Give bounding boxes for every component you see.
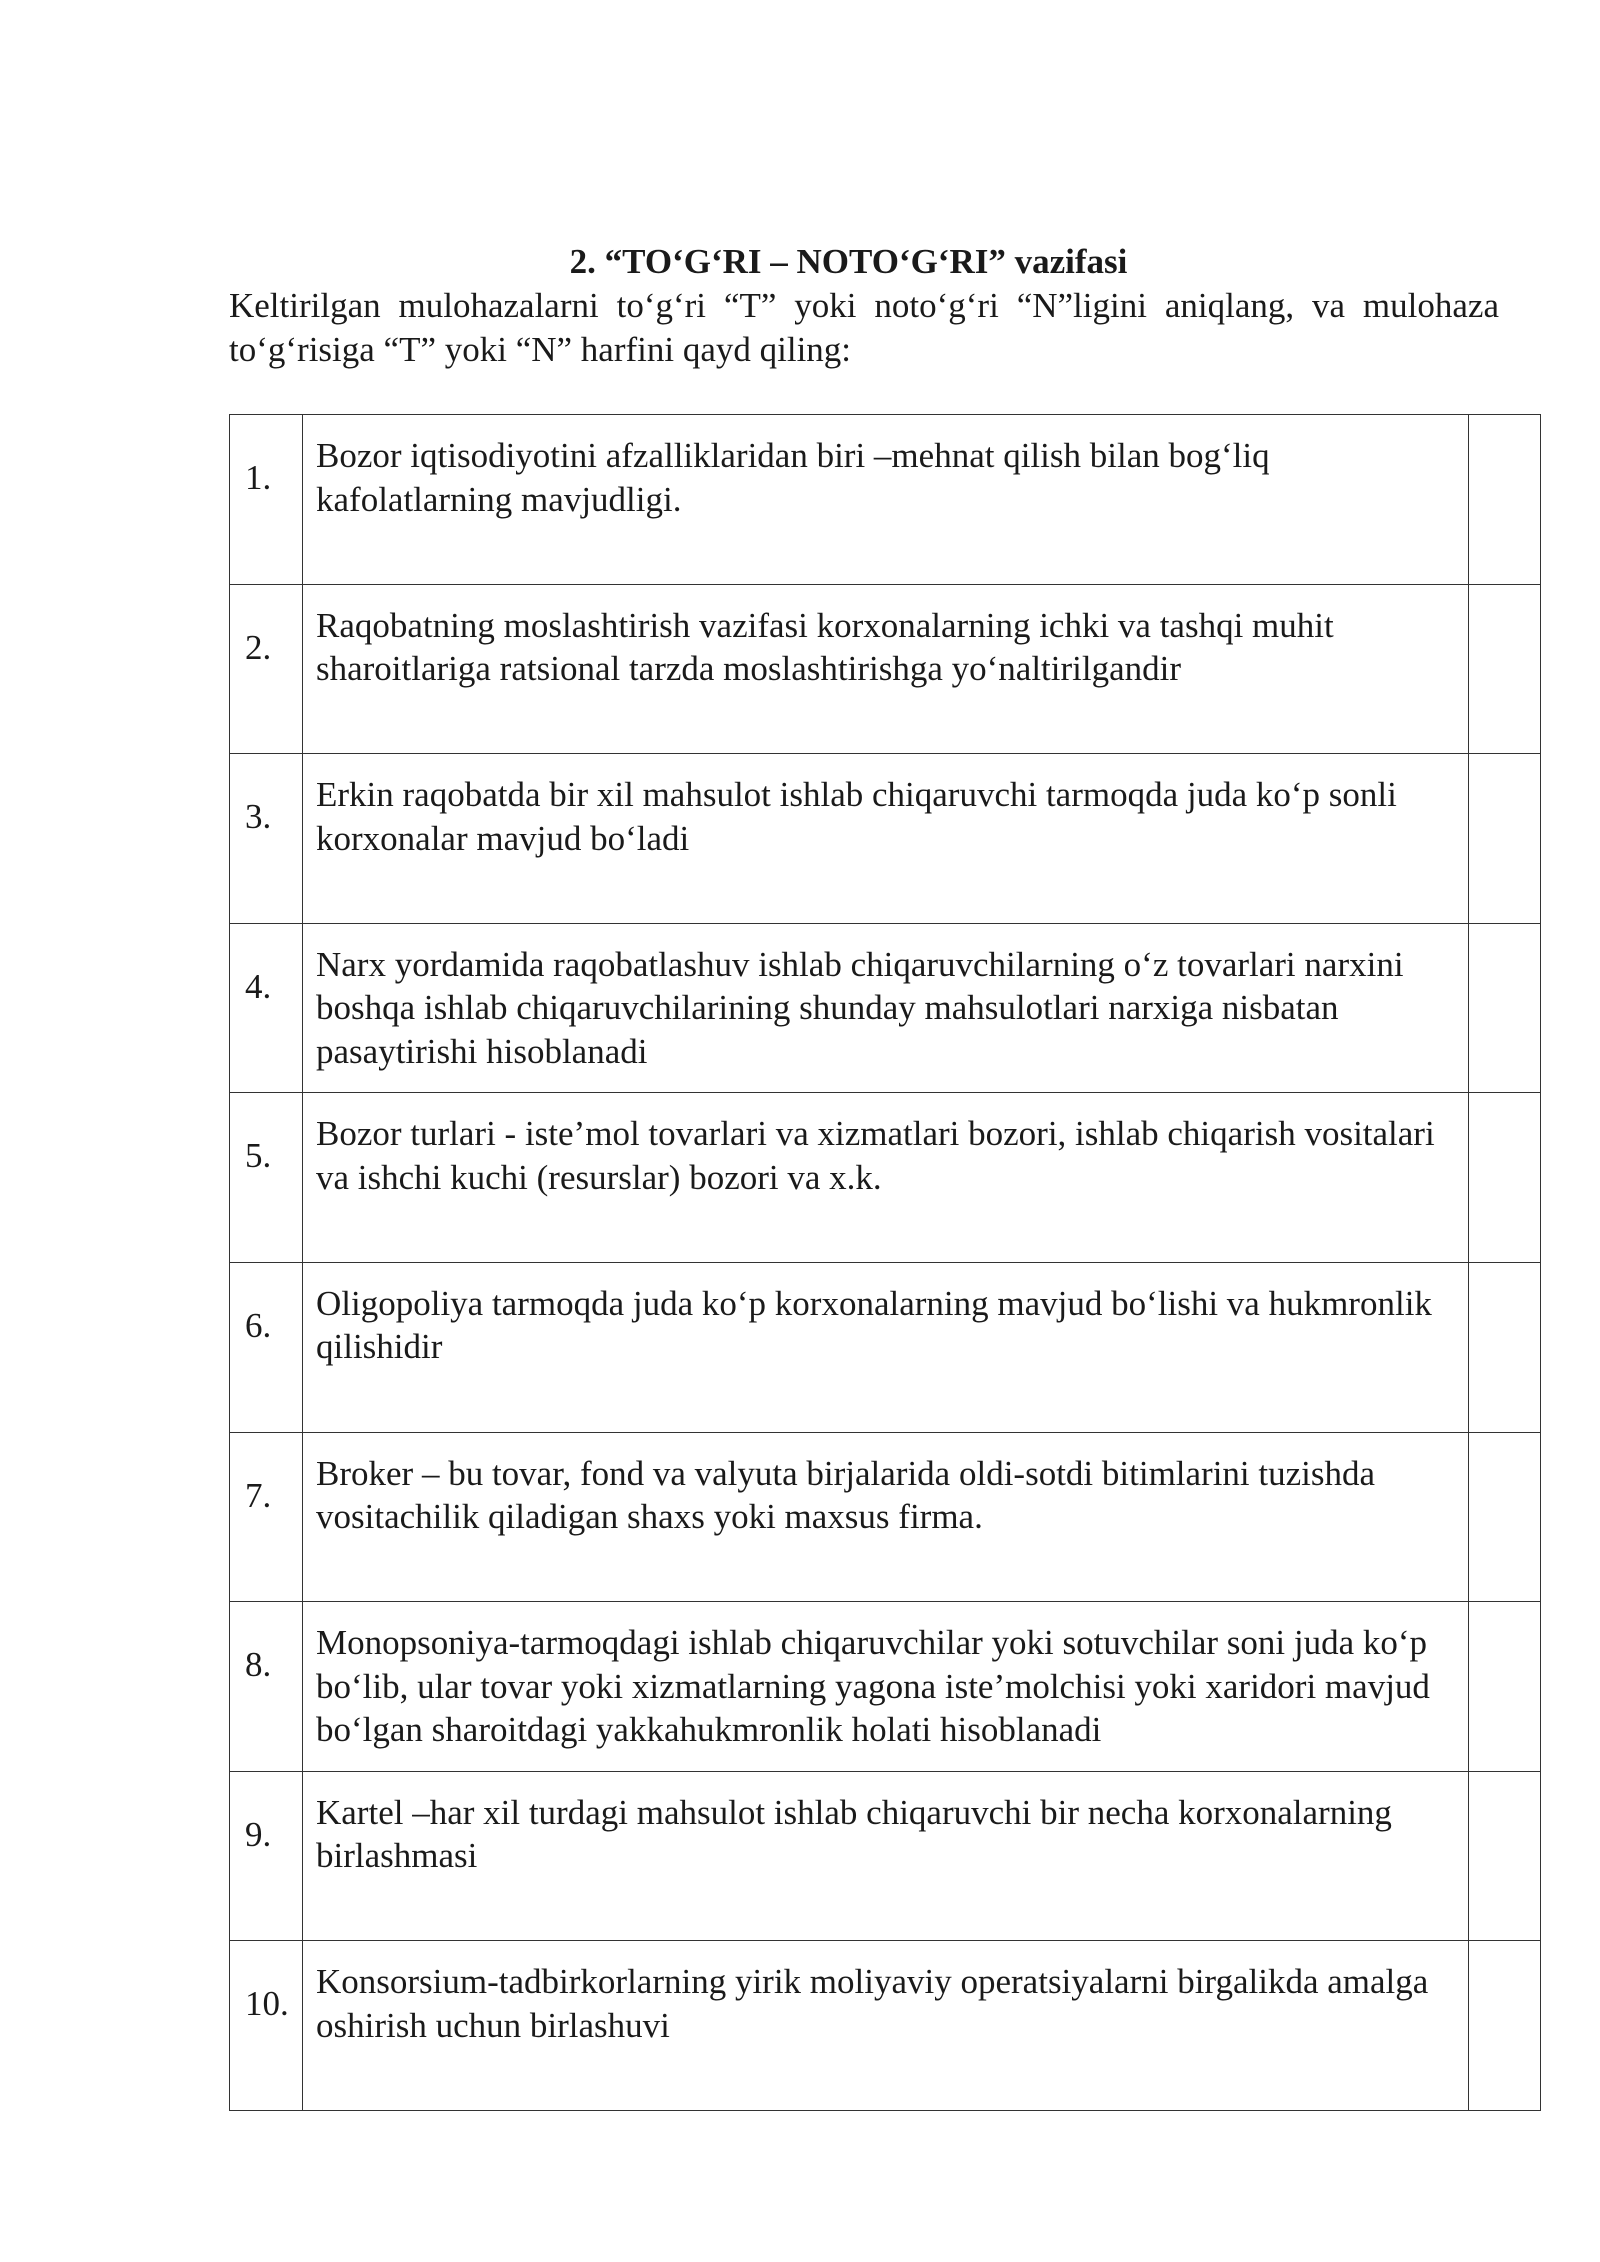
answer-cell[interactable]: [1469, 1432, 1541, 1602]
statement-number-cell: [230, 1771, 303, 1941]
statement-number: 2.: [245, 627, 272, 667]
table-row: [230, 1771, 1541, 1941]
answer-cell[interactable]: [1469, 923, 1541, 1093]
statement-number: 7.: [245, 1475, 272, 1515]
statement-text: Erkin raqobatda bir xil mahsulot ishlab chiqaruvchi tarmoqda juda ko‘p sonli korxonalar mavjud bo‘ladi: [303, 754, 1469, 924]
statement-number-cell: [230, 754, 303, 924]
table-row: [230, 754, 1541, 924]
answer-cell[interactable]: [1469, 754, 1541, 924]
table-row: [230, 1432, 1541, 1602]
statement-text: Raqobatning moslashtirish vazifasi korxonalarning ichki va tashqi muhit sharoitlariga ratsional tarzda moslashtirishga yo‘naltirilgandir: [303, 584, 1469, 754]
statement-number-cell: [230, 415, 303, 585]
statement-text: Kartel –har xil turdagi mahsulot ishlab chiqaruvchi bir necha korxonalarning birlashmasi: [303, 1771, 1469, 1941]
statement-text: Monopsoniya-tarmoqdagi ishlab chiqaruvchilar yoki sotuvchilar soni juda ko‘p bo‘lib, ular tovar yoki xizmatlarning yagona iste’molchisi yoki xaridori mavjud bo‘lgan sharoitdagi yakkahukmronlik holati hisoblanadi: [303, 1602, 1469, 1772]
task-instruction: Keltirilgan mulohazalarni to‘g‘ri “T” yoki noto‘g‘ri “N”ligini aniqlang, va mulohaza to‘g‘risiga “T” yoki “N” harfini qayd qiling:: [229, 286, 1499, 369]
table-row: [230, 923, 1541, 1093]
statement-number-cell: [230, 1093, 303, 1263]
statement-text: Konsorsium-tadbirkorlarning yirik moliyaviy operatsiyalarni birgalikda amalga oshirish uchun birlashuvi: [303, 1941, 1469, 2111]
answer-cell[interactable]: [1469, 1771, 1541, 1941]
statement-text: Oligopoliya tarmoqda juda ko‘p korxonalarning mavjud bo‘lishi va hukmronlik qilishidir: [303, 1262, 1469, 1432]
statement-number-cell: [230, 1602, 303, 1772]
table-row: [230, 1602, 1541, 1772]
statement-number-cell: [230, 923, 303, 1093]
answer-cell[interactable]: [1469, 584, 1541, 754]
statement-text: Narx yordamida raqobatlashuv ishlab chiqaruvchilarning o‘z tovarlari narxini boshqa ishlab chiqaruvchilarining shunday mahsulotlari narxiga nisbatan pasaytirishi hisoblanadi: [303, 923, 1469, 1093]
statement-text: Bozor turlari - iste’mol tovarlari va xizmatlari bozori, ishlab chiqarish vositalari va ishchi kuchi (resurslar) bozori va x.k.: [303, 1093, 1469, 1263]
statement-number: 1.: [245, 458, 272, 497]
answer-cell[interactable]: [1469, 1941, 1541, 2111]
statement-number: 5.: [245, 1136, 272, 1176]
task-title: 2. “TO‘G‘RI – NOTO‘G‘RI” vazifasi: [569, 242, 1128, 281]
statement-number: 9.: [245, 1814, 272, 1854]
table-row: [230, 1262, 1541, 1432]
answer-cell[interactable]: [1469, 1262, 1541, 1432]
answer-cell[interactable]: [1469, 1093, 1541, 1263]
statement-number: 10.: [245, 1984, 289, 2024]
statement-text: Bozor iqtisodiyotini afzalliklaridan biri –mehnat qilish bilan bog‘liq kafolatlarning mavjudligi.: [303, 415, 1469, 585]
statement-text: Broker – bu tovar, fond va valyuta birjalarida oldi-sotdi bitimlarini tuzishda vositachilik qiladigan shaxs yoki maxsus firma.: [303, 1432, 1469, 1602]
statement-number: 3.: [245, 797, 272, 837]
statements-table: [229, 414, 1541, 2111]
statement-number-cell: [230, 584, 303, 754]
statement-number-cell: [230, 1262, 303, 1432]
table-row: [230, 1093, 1541, 1263]
table-row: [230, 1941, 1541, 2111]
table-row: [230, 584, 1541, 754]
answer-cell[interactable]: [1469, 1602, 1541, 1772]
answer-cell[interactable]: [1469, 415, 1541, 585]
statement-number: 4.: [245, 966, 272, 1006]
statement-number: 6.: [245, 1305, 272, 1345]
statement-number-cell: [230, 1432, 303, 1602]
statement-number: 8.: [245, 1645, 272, 1685]
table-row: [230, 415, 1541, 585]
statement-number-cell: [230, 1941, 303, 2111]
